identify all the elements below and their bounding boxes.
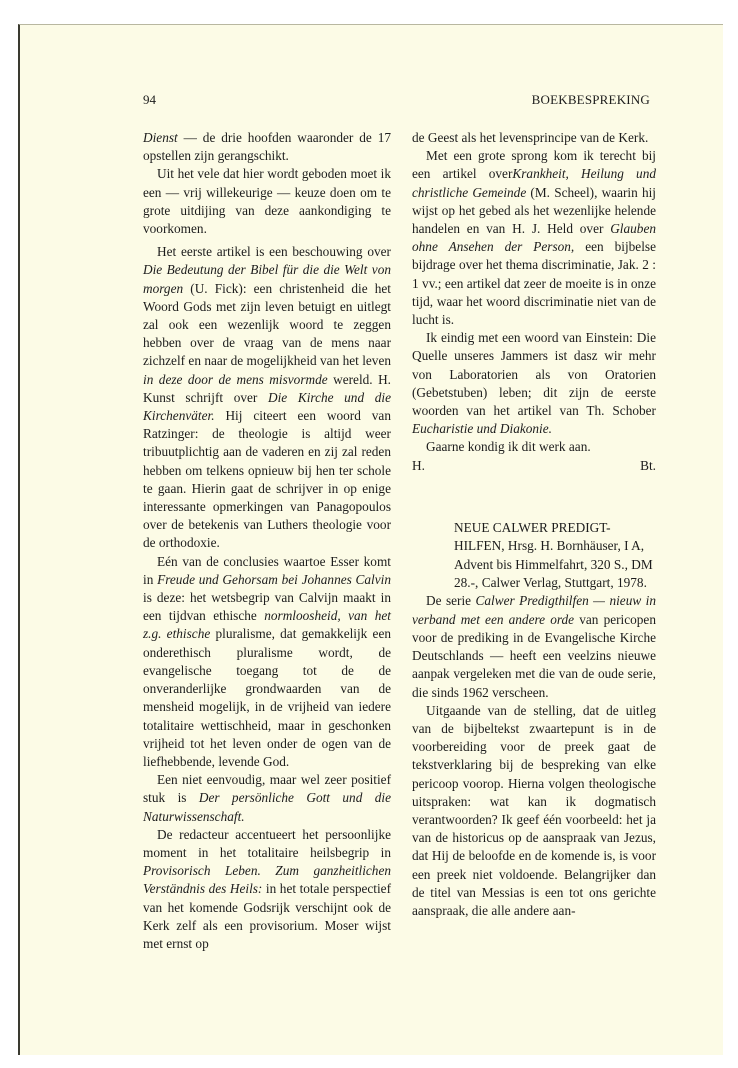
signoff-initial: H. (412, 457, 425, 473)
paragraph (412, 129, 656, 147)
text-run: pluralisme, dat gemakkelijk een onderethisch pluralisme wordt, de evangelische toegang tot de de onveranderlijke grondwaarden van de mensheid mogelijk, in de vrijheid van iedere totalitaire wettischheid, maar in geschonken vrijheid tot het leven onder de ogen van de liefhebbende, levende God. (143, 626, 391, 769)
signoff (412, 457, 656, 475)
review-body (412, 592, 656, 920)
text-run: Met een grote sprong kom ik terecht bij een artikel over (412, 148, 656, 182)
paragraph (143, 243, 391, 552)
text-run: van pericopen voor de prediking in de Evangelische Kirche Deutschlands — heeft een veelzins nieuwe aanpak vergeleken met die van de oude serie, die sinds 1962 verscheen. (412, 611, 656, 700)
text-run: Een niet eenvoudig, maar wel zeer positief stuk is (143, 772, 391, 806)
text-run: een bijbelse bijdrage over het thema discriminatie, Jak. 2 : 1 vv.; een artikel dat zeer de moeite is in onze tijd, waar het woord discriminatie niet van de lucht is. (412, 239, 656, 328)
text-run: Uitgaande van de stelling, dat de uitleg van de bijbeltekst zwaartepunt is in de voorbereiding voor de preek gaat de tekstverklaring bij de bespreking van elke pericoop voorop. Hierna volgen theologische uitspraken: wat kan ik dogmatisch verantwoorden? Ik geef één voorbeeld: het ja van de historicus op de aanspraak van Jezus, dat Hij de beloofde en de komende is, is voor een preek niet voldoende. Belangrijker dan de titel van Messias is een tot ons gerichte aanspraak, die alle andere aan- (412, 702, 656, 918)
paragraph (143, 826, 391, 953)
italic-title: in deze door de mens misvormde (143, 371, 328, 387)
italic-title: Dienst (143, 130, 178, 145)
italic-title: Provisorisch Leben. Zum ganzheitlichen Verständnis des Heils: (143, 863, 391, 897)
text-run: wereld. H. Kunst schrijft over (143, 371, 391, 405)
italic-title: normloosheid, van het z.g. ethische (143, 608, 391, 642)
text-run: Uit het vele dat hier wordt geboden moet ik een — vrij willekeurige — keuze doen om te grote uitdijing van deze aankondiging te voorkomen. (143, 166, 391, 237)
left-column (143, 129, 391, 953)
text-run: De serie (426, 593, 476, 609)
signoff-reviewer: Bt. (640, 457, 656, 473)
text-run: Hij citeert een woord van Ratzinger: de theologie is altijd weer tribuutplichtig aan de vaderen en zij zal reden hebben om telkens opnieuw bij hen ter schole te gaan. Hierin gaat de schrijver in op enige interessante opmerkingen van Panagopoulos over de betekenis van Luthers theologie voor de orthodoxie. (143, 408, 391, 551)
italic-title: Der persönliche Gott und die Naturwissenschaft. (143, 790, 391, 824)
italic-title: Die Kirche und die Kirchenväter. (143, 389, 391, 424)
paragraph (143, 129, 391, 165)
text-run: (M. Scheel), waarin hij wijst op het gebed als het wezenlijke helende handelen en van H. J. Held over (412, 184, 656, 237)
paragraph (412, 592, 656, 701)
paragraph (412, 438, 656, 456)
italic-title: Freude und Gehorsam bei Johannes Calvin (157, 571, 391, 587)
text-run: — de drie hoofden waaronder de 17 opstellen zijn gerangschikt. (143, 130, 391, 164)
italic-title: Eucharistie und Diakonie. (412, 421, 552, 437)
text-run: Het eerste artikel is een beschouwing over (157, 244, 391, 260)
text-run: in het totale perspectief van het komende Godsrijk verschijnt ook de Kerk zelf als een provisorium. Moser wijst met ernst op (143, 881, 391, 951)
italic-title: Die Bedeutung der Bibel für die die Welt von morgen (143, 262, 391, 296)
text-run: Ik eindig met een woord van Einstein: Die Quelle unseres Jammers ist dasz wir mehr von Laboratorien als von Oratorien (Gebetstuben) leben; dit zijn de eerste woorden van het artikel van Th. Schober (412, 330, 656, 419)
text-run: De redacteur accentueert het persoonlijke moment in het totalitaire heilsbegrip in (143, 826, 391, 860)
paragraph (412, 702, 656, 920)
review-heading (454, 519, 656, 593)
paragraph (143, 771, 391, 826)
text-run: Eén van de conclusies waartoe Esser komt in (143, 553, 391, 587)
right-column (412, 129, 656, 920)
paragraph (412, 329, 656, 438)
paragraph (143, 165, 391, 238)
italic-title: Glauben ohne Ansehen der Person, (412, 221, 656, 255)
paragraph (412, 147, 656, 329)
paragraph (143, 553, 391, 771)
italic-title: Krankheit, Heilung und christliche Gemeinde (412, 166, 656, 200)
text-run: is deze: het wetsbegrip van Calvijn maakt in een tijdvan ethische (143, 590, 391, 624)
review-heading-text: NEUE CALWER PREDIGT-HILFEN, Hrsg. H. Bornhäuser, I A, Advent bis Himmelfahrt, 320 S., DM 28.-, Calwer Verlag, Stuttgart, 1978. (454, 519, 653, 591)
text-run: Gaarne kondig ik dit werk aan. (426, 439, 591, 455)
italic-title: Calwer Predigthilfen — nieuw in verband met een andere orde (412, 593, 656, 627)
text-run: de Geest als het levensprincipe van de Kerk. (412, 130, 649, 145)
running-head: BOEKBESPREKING (531, 92, 650, 107)
page-number: 94 (143, 92, 156, 107)
text-run: (U. Fick): een christenheid die het Woord Gods met zijn leven betuigt en uitlegt zal ook een wezenlijk woord te zeggen hebben over de vraag van de mens naar zichzelf en naar de mogelijkheid van het leven (143, 280, 391, 369)
